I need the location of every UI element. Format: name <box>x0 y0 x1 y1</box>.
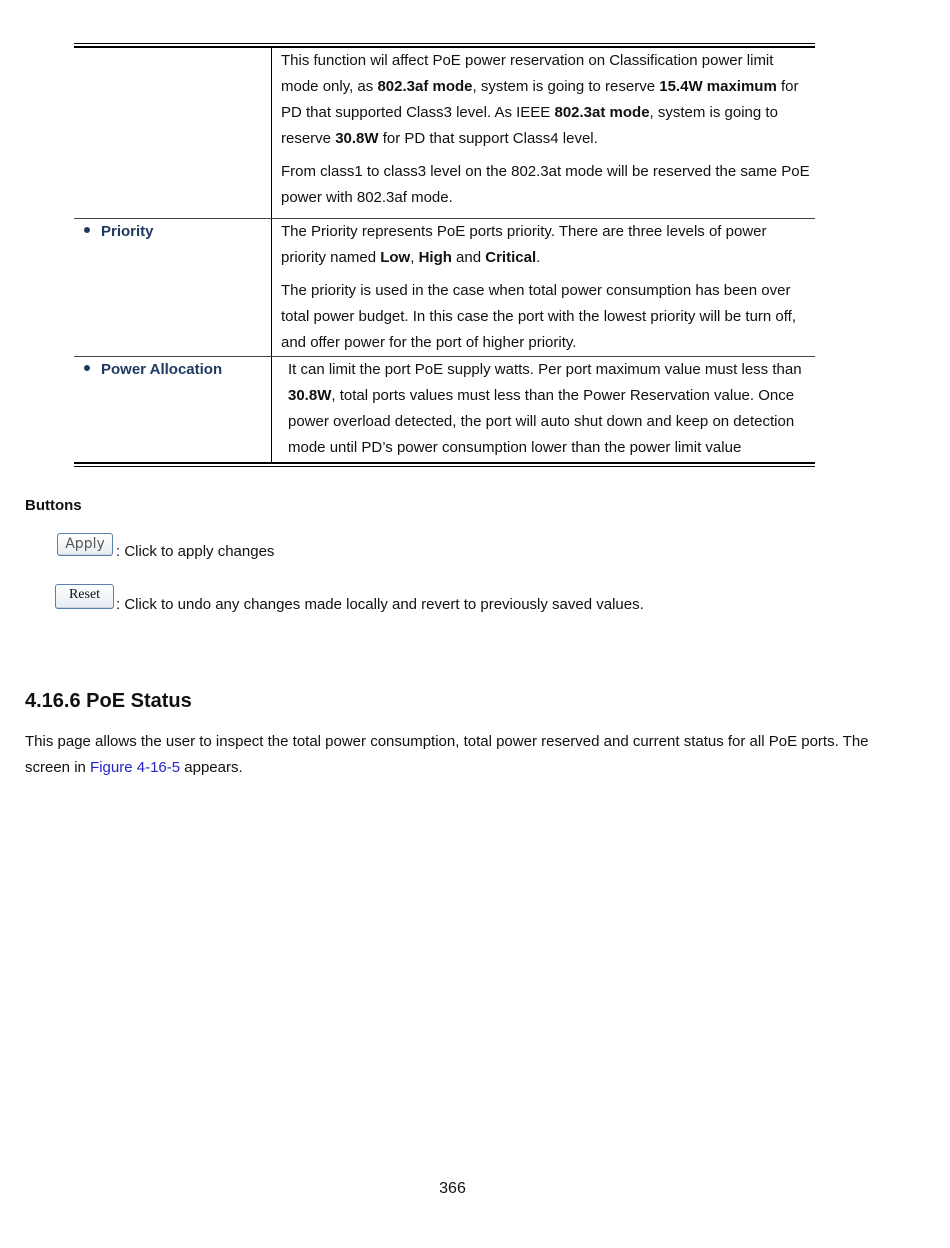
text-run: and <box>451 249 486 266</box>
text-run: , total ports values must less than the Power Reservation value. Once power overload detected, the port will auto shut down and keep on detection mode until PD’s power consumption lower than the power limit value <box>288 387 795 456</box>
paragraph <box>288 357 808 461</box>
emphasis-text: 30.8W <box>335 130 379 147</box>
text-run: The Priority represents PoE ports priority. There are three levels of power priority named <box>281 223 767 266</box>
text-run: , <box>410 249 419 266</box>
paragraph <box>281 219 811 271</box>
term-priority <box>84 219 154 245</box>
text-run: This function wil affect PoE power reservation on Classification power limit mode only, as <box>281 52 774 95</box>
text-run: From class1 to class3 level on the 802.3at mode will be reserved the same PoE power with 802.3af mode. <box>281 163 810 206</box>
paragraph <box>281 278 811 356</box>
term-power-allocation <box>84 357 222 383</box>
section-body-text-end: appears. <box>180 759 243 776</box>
table-column-divider <box>271 48 272 462</box>
bullet-icon <box>84 365 90 371</box>
text-run: The priority is used in the case when total power consumption has been over total power budget. In this case the port with the lowest priority will be turn off, and offer power for the port of higher priority. <box>281 282 796 351</box>
emphasis-text: Critical <box>485 249 537 266</box>
emphasis-text: Low <box>380 249 411 266</box>
paragraph <box>281 159 811 211</box>
section-body-text: This page allows the user to inspect the total power consumption, total power reserved and current status for all PoE ports. The screen in <box>25 733 869 776</box>
emphasis-text: High <box>418 249 452 266</box>
reset-button[interactable]: Reset <box>55 584 114 609</box>
table-bottom-rule-double <box>74 466 815 467</box>
text-run: . <box>536 249 541 266</box>
page-number: 366 <box>439 1180 466 1197</box>
term-label: Power Allocation <box>101 361 223 378</box>
figure-link[interactable]: Figure 4-16-5 <box>90 759 181 776</box>
apply-description: : Click to apply changes <box>116 543 275 560</box>
table-bottom-rule <box>74 462 815 464</box>
reset-description: : Click to undo any changes made locally and revert to previously saved values. <box>116 596 644 613</box>
bullet-icon <box>84 227 90 233</box>
text-run: for PD that supported Class3 level. As IEEE <box>281 78 799 121</box>
paragraph <box>281 48 811 152</box>
table-cell-description <box>281 48 811 211</box>
text-run: , system is going to reserve <box>472 78 660 95</box>
section-heading: 4.16.6 PoE Status <box>25 690 192 712</box>
text-run: for PD that support Class4 level. <box>378 130 598 147</box>
buttons-heading: Buttons <box>25 497 82 514</box>
text-run: It can limit the port PoE supply watts. Per port maximum value must less than <box>288 361 802 378</box>
emphasis-text: 802.3af mode <box>377 78 473 95</box>
table-cell-description <box>281 219 811 356</box>
section-body <box>25 729 905 781</box>
emphasis-text: 802.3at mode <box>554 104 650 121</box>
text-run: , system is going to reserve <box>281 104 778 147</box>
apply-button[interactable]: Apply <box>57 533 113 556</box>
term-label: Priority <box>101 223 154 240</box>
emphasis-text: 15.4W maximum <box>659 78 777 95</box>
emphasis-text: 30.8W <box>288 387 332 404</box>
table-top-rule <box>74 43 815 44</box>
table-cell-description <box>288 357 808 461</box>
